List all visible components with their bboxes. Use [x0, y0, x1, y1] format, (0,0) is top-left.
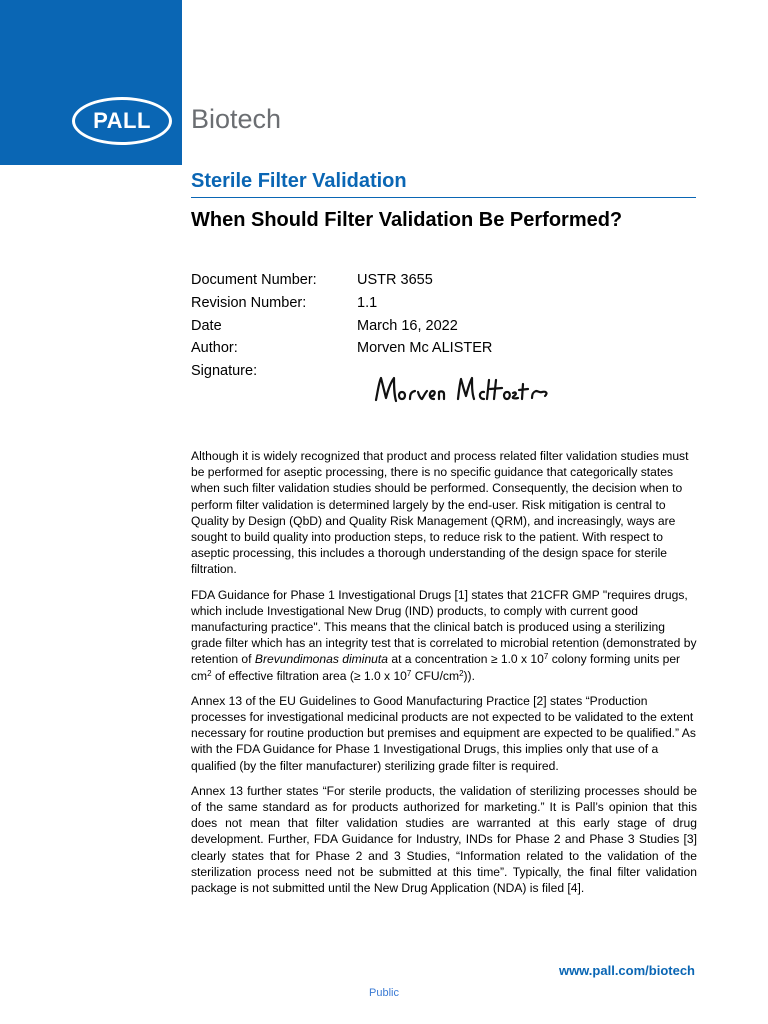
text-run: )). [463, 668, 475, 683]
pall-logo-text: PALL [93, 108, 151, 133]
title-divider [191, 197, 696, 198]
brand-suffix: Biotech [191, 104, 282, 134]
meta-label: Signature: [191, 363, 258, 380]
website-link[interactable]: www.pall.com/biotech [558, 963, 695, 978]
meta-label: Document Number: [191, 272, 317, 288]
body-paragraph-3: Annex 13 of the EU Guidelines to Good Manufacturing Practice [2] states “Production processes for investigational medicinal products are not expected to be validated to the extent necessary for routine production but premises and equipment are expected to be qualified.” As with the FDA Guidance for Phase 1 Investigational Drugs, this implies only that use of a qualified (by the filter manufacturer) sterilizing grade filter is required. [191, 693, 696, 773]
body-paragraph-2 [191, 587, 697, 684]
meta-value: Morven Mc ALISTER [357, 340, 493, 357]
section-title: Sterile Filter Validation [191, 170, 407, 192]
meta-label: Author: [191, 340, 238, 357]
header-blue-block [0, 0, 182, 165]
superscript: 2 [207, 668, 212, 678]
meta-row-document-number [191, 269, 492, 292]
text-run: of effective filtration area (≥ 1.0 x 10 [211, 668, 407, 683]
meta-value: March 16, 2022 [357, 317, 458, 334]
body-paragraph-1: Although it is widely recognized that product and process related filter validation studies must be performed for aseptic processing, there is no specific guidance that categorically states when such filter validation studies should be performed. Consequently, the decision when to perform filter validation is determined largely by the end-user. Risk mitigation is central to Quality by Design (QbD) and Quality Risk Management (QRM), and increasingly, ways are sought to build quality into production steps, to reduce risk to the patient. With respect to aseptic processing, this includes a thorough understanding of the design space for sterile filtration. [191, 449, 689, 577]
text-run: CFU/cm [411, 668, 460, 683]
handwritten-signature [370, 370, 560, 412]
meta-label: Revision Number: [191, 294, 307, 311]
meta-row-date [191, 315, 492, 338]
organism-name: Brevundimonas diminuta [254, 652, 388, 667]
meta-row-author [191, 337, 492, 360]
meta-value: 1.1 [357, 294, 378, 311]
superscript: 2 [459, 668, 464, 678]
text-run: at a concentration ≥ 1.0 x 10 [387, 652, 544, 667]
superscript: 7 [406, 668, 412, 678]
pall-logo [72, 97, 172, 145]
meta-label: Date [191, 317, 222, 334]
classification-label: Public [369, 987, 399, 999]
meta-row-revision [191, 292, 492, 315]
meta-value: USTR 3655 [357, 272, 433, 288]
document-metadata [191, 269, 492, 383]
document-title: When Should Filter Validation Be Performed? [191, 209, 623, 231]
body-paragraph-4: Annex 13 further states “For sterile products, the validation of sterilizing processes should be of the same standard as for products authorized for marketing.” It is Pall’s opinion that this does not mean that filter validation studies are warranted at this early stage of drug development. Further, FDA Guidance for Industry, INDs for Phase 2 and Phase 3 Studies [3] clearly states that for Phase 2 and 3 Studies, “Information related to the validation of the sterilization process need not be submitted at this time”. Typically, the final filter validation package is not submitted until the New Drug Application (NDA) is filed [4]. [191, 783, 697, 896]
document-body [191, 448, 697, 905]
text-run: FDA Guidance for Phase 1 Investigational Drugs [1] states that 21CFR GMP "requires drugs, which include Investigational New Drug (IND) products, to comply with current good manufacturing practice". This means that the clinical batch is produced using a sterilizing grade filter which has an integrity test that is correlated to microbial retention (demonstrated by retention of [191, 587, 697, 667]
text-run: colony forming units per cm [191, 652, 681, 683]
superscript: 7 [543, 652, 549, 662]
